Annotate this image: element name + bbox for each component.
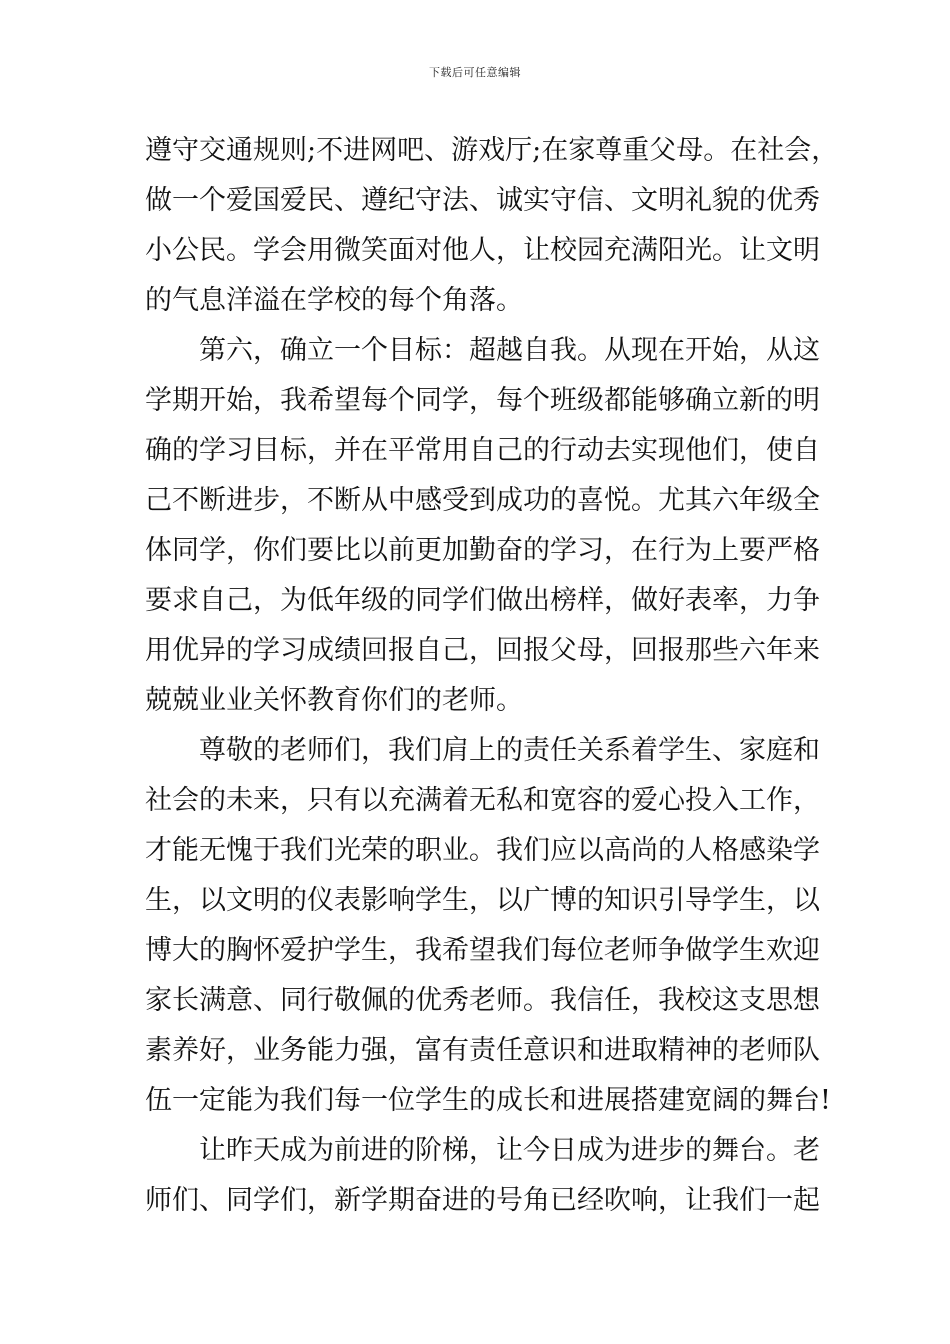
text-line: 家长满意、同行敬佩的优秀老师。我信任，我校这支思想 xyxy=(145,985,820,1016)
document-body xyxy=(145,126,839,1226)
text-line: 学期开始，我希望每个同学，每个班级都能够确立新的明 xyxy=(145,385,820,416)
text-line: 素养好，业务能力强，富有责任意识和进取精神的老师队 xyxy=(145,1035,820,1066)
text-line: 师们、同学们，新学期奋进的号角已经吹响，让我们一起 xyxy=(145,1185,820,1216)
text-line: 体同学，你们要比以前更加勤奋的学习，在行为上要严格 xyxy=(145,535,820,566)
text-line: 伍一定能为我们每一位学生的成长和进展搭建宽阔的舞台! xyxy=(145,1085,831,1116)
text-line: 要求自己，为低年级的同学们做出榜样，做好表率，力争 xyxy=(145,585,820,616)
paragraph-start-line: 第六，确立一个目标：超越自我。从现在开始，从这 xyxy=(199,335,820,366)
paragraph-start-line: 尊敬的老师们，我们肩上的责任关系着学生、家庭和 xyxy=(199,735,820,766)
paragraph-start-line: 让昨天成为前进的阶梯，让今日成为进步的舞台。老 xyxy=(199,1135,820,1166)
text-line: 做一个爱国爱民、遵纪守法、诚实守信、文明礼貌的优秀 xyxy=(145,185,820,216)
text-line: 的气息洋溢在学校的每个角落。 xyxy=(145,285,523,316)
text-line: 小公民。学会用微笑面对他人，让校园充满阳光。让文明 xyxy=(145,235,820,266)
text-line: 社会的未来，只有以充满着无私和宽容的爱心投入工作， xyxy=(145,785,820,816)
text-line: 才能无愧于我们光荣的职业。我们应以高尚的人格感染学 xyxy=(145,835,820,866)
text-line: 兢兢业业关怀教育你们的老师。 xyxy=(145,685,523,716)
text-line: 博大的胸怀爱护学生，我希望我们每位老师争做学生欢迎 xyxy=(145,935,820,966)
text-line: 用优异的学习成绩回报自己，回报父母，回报那些六年来 xyxy=(145,635,820,666)
text-line: 己不断进步，不断从中感受到成功的喜悦。尤其六年级全 xyxy=(145,485,820,516)
text-line: 生，以文明的仪表影响学生，以广博的知识引导学生，以 xyxy=(145,885,820,916)
text-line: 确的学习目标，并在平常用自己的行动去实现他们，使自 xyxy=(145,435,820,466)
page-header: 下载后可任意编辑 xyxy=(429,66,521,79)
text-line: 遵守交通规则;不进网吧、游戏厅;在家尊重父母。在社会， xyxy=(145,135,839,166)
